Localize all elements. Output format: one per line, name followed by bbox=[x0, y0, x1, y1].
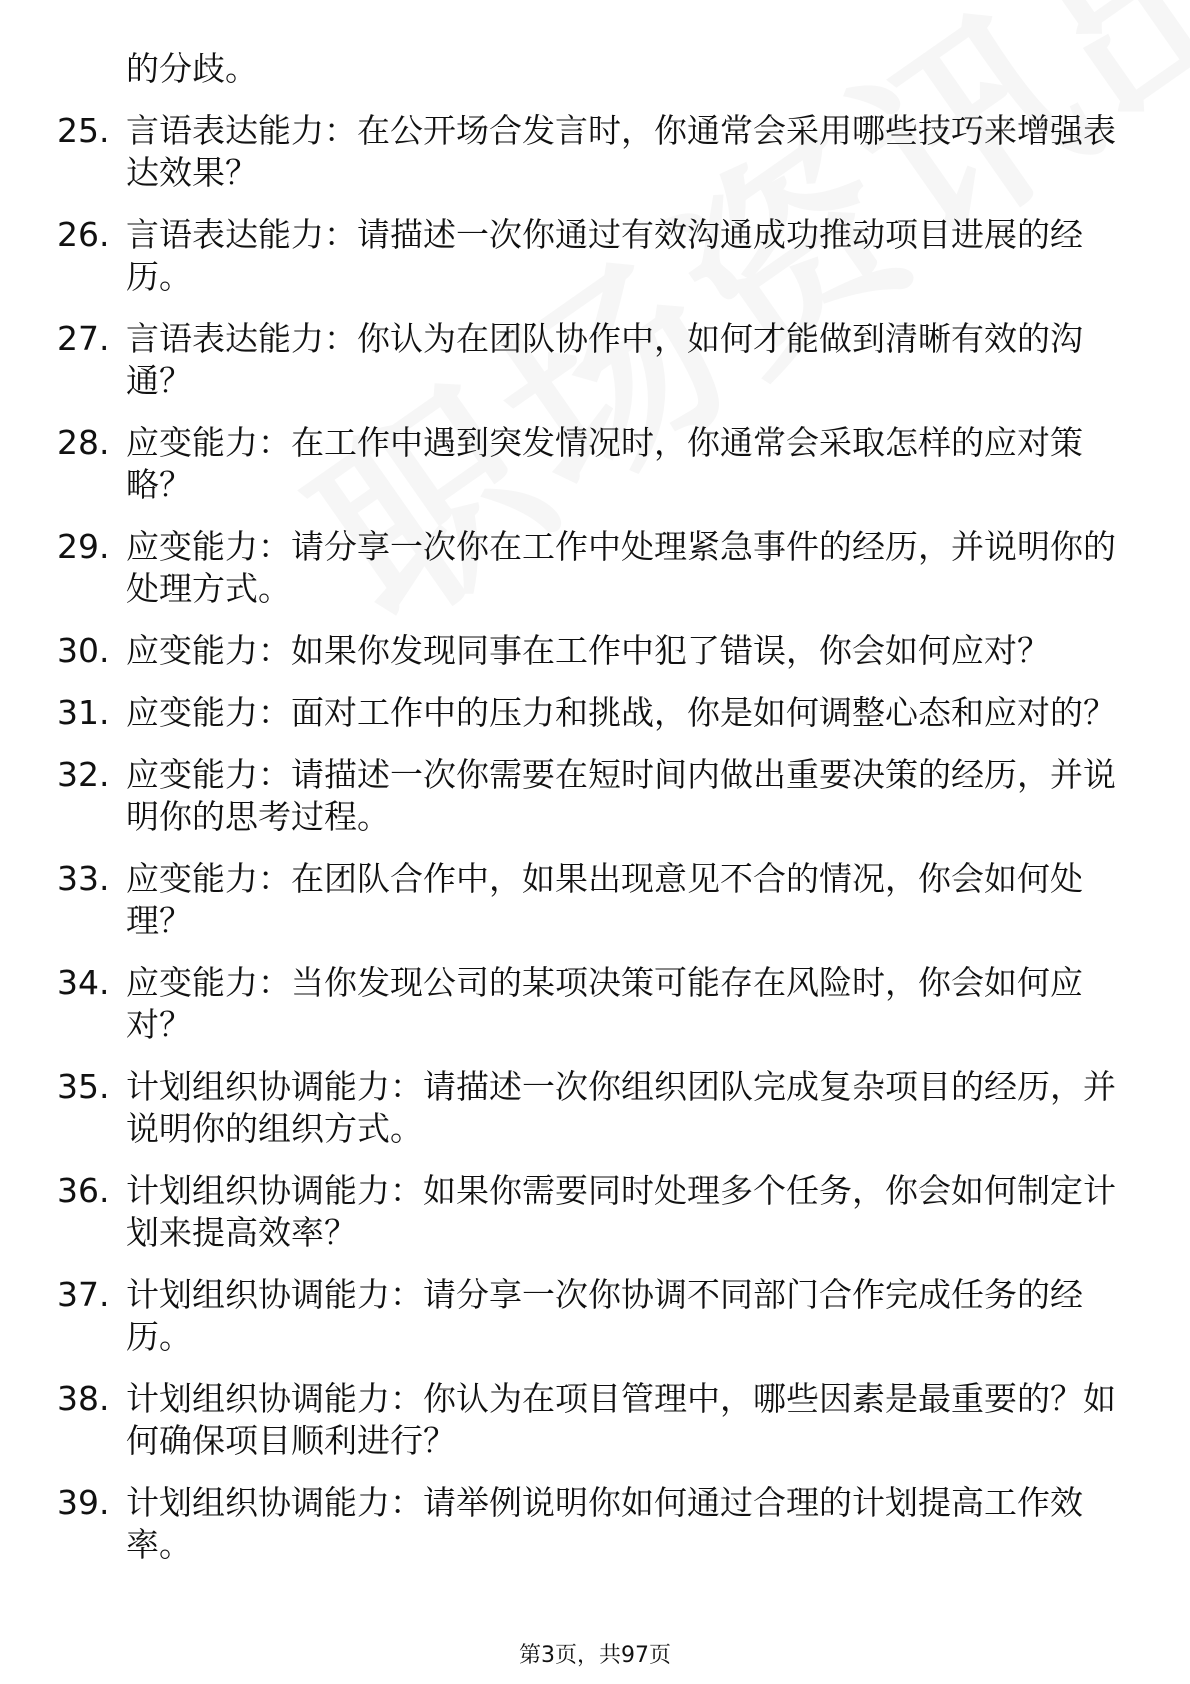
page-footer: 第3页，共97页 bbox=[519, 1643, 671, 1668]
question-list bbox=[0, 48, 1190, 1586]
item-number: 28. bbox=[57, 423, 110, 462]
list-item bbox=[0, 1170, 1126, 1254]
item-text: 计划组织协调能力：如果你需要同时处理多个任务，你会如何制定计划来提高效率？ bbox=[126, 1171, 1116, 1252]
item-number: 25. bbox=[57, 111, 110, 150]
list-item bbox=[0, 318, 1126, 402]
item-text: 应变能力：面对工作中的压力和挑战，你是如何调整心态和应对的？ bbox=[126, 693, 1116, 732]
list-item bbox=[0, 214, 1126, 298]
list-item bbox=[0, 692, 1126, 734]
item-text: 应变能力：请描述一次你需要在短时间内做出重要决策的经历，并说明你的思考过程。 bbox=[126, 755, 1116, 836]
list-item bbox=[0, 1274, 1126, 1358]
item-text: 计划组织协调能力：你认为在项目管理中，哪些因素是最重要的？如何确保项目顺利进行？ bbox=[126, 1379, 1116, 1460]
item-text: 应变能力：请分享一次你在工作中处理紧急事件的经历，并说明你的处理方式。 bbox=[126, 527, 1116, 608]
item-text: 应变能力：如果你发现同事在工作中犯了错误，你会如何应对？ bbox=[126, 631, 1050, 670]
list-item bbox=[0, 1066, 1126, 1150]
item-text: 言语表达能力：在公开场合发言时，你通常会采用哪些技巧来增强表达效果？ bbox=[126, 111, 1116, 192]
item-text: 应变能力：在团队合作中，如果出现意见不合的情况，你会如何处理？ bbox=[126, 859, 1083, 940]
item-text: 言语表达能力：你认为在团队协作中，如何才能做到清晰有效的沟通？ bbox=[126, 319, 1083, 400]
item-number: 32. bbox=[57, 755, 110, 794]
item-number: 26. bbox=[57, 215, 110, 254]
item-number: 35. bbox=[57, 1067, 110, 1106]
item-number: 39. bbox=[57, 1483, 110, 1522]
list-item bbox=[0, 962, 1126, 1046]
continuation-text-content: 的分歧。 bbox=[126, 49, 258, 88]
item-text: 应变能力：在工作中遇到突发情况时，你通常会采取怎样的应对策略？ bbox=[126, 423, 1083, 504]
item-number: 30. bbox=[57, 631, 110, 670]
item-text: 计划组织协调能力：请分享一次你协调不同部门合作完成任务的经历。 bbox=[126, 1275, 1083, 1356]
list-item bbox=[0, 526, 1126, 610]
item-text: 计划组织协调能力：请描述一次你组织团队完成复杂项目的经历，并说明你的组织方式。 bbox=[126, 1067, 1116, 1148]
item-number: 27. bbox=[57, 319, 110, 358]
item-number: 31. bbox=[57, 693, 110, 732]
list-item bbox=[0, 422, 1126, 506]
list-item bbox=[0, 1378, 1126, 1462]
item-text: 计划组织协调能力：请举例说明你如何通过合理的计划提高工作效率。 bbox=[126, 1483, 1083, 1564]
list-item bbox=[0, 110, 1126, 194]
item-text: 言语表达能力：请描述一次你通过有效沟通成功推动项目进展的经历。 bbox=[126, 215, 1083, 296]
list-item bbox=[0, 754, 1126, 838]
item-number: 36. bbox=[57, 1171, 110, 1210]
item-number: 37. bbox=[57, 1275, 110, 1314]
list-item bbox=[0, 1482, 1126, 1566]
item-text: 应变能力：当你发现公司的某项决策可能存在风险时，你会如何应对？ bbox=[126, 963, 1083, 1044]
item-number: 34. bbox=[57, 963, 110, 1002]
list-item bbox=[0, 858, 1126, 942]
item-number: 33. bbox=[57, 859, 110, 898]
list-item bbox=[0, 630, 1126, 672]
item-number: 29. bbox=[57, 527, 110, 566]
continuation-text bbox=[0, 48, 1126, 90]
item-number: 38. bbox=[57, 1379, 110, 1418]
